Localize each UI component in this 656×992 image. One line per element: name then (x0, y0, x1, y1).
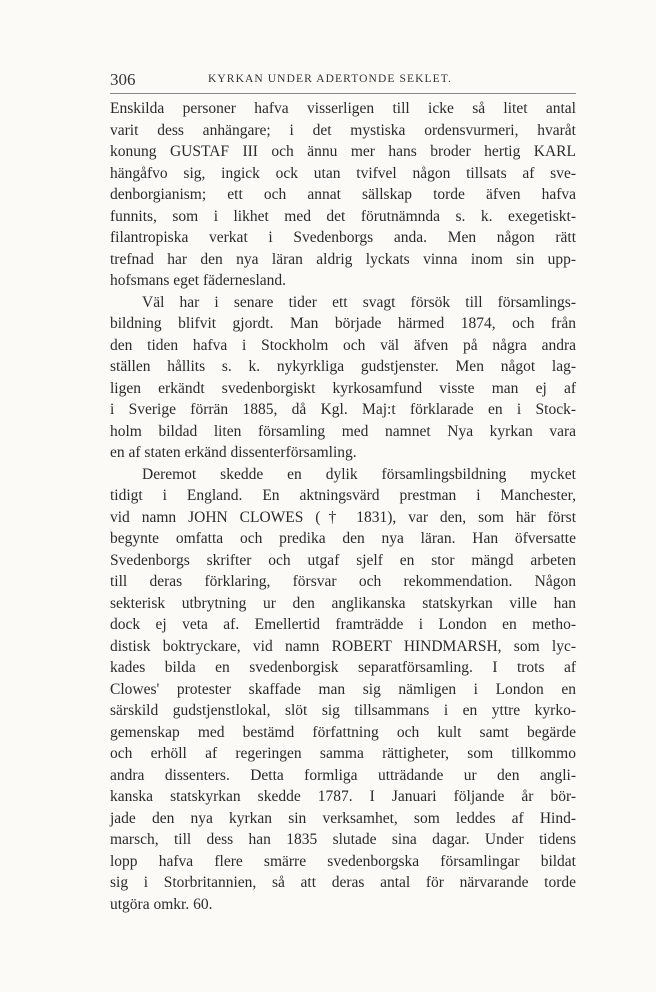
text-line: varit dess anhängare; i det mystiska ordensvurmeri, hvaråt (110, 121, 576, 139)
text-line: Enskilda personer hafva visserligen till icke så litet antal (110, 100, 576, 117)
text-line: kanska statskyrkan skedde 1787. I Januari följande år bör- (110, 788, 576, 805)
header-rule (110, 93, 576, 94)
running-head: KYRKAN UNDER ADERTONDE SEKLET. (208, 73, 452, 85)
text-line: trefnad har den nya läran aldrig lyckats vinna inom sin upp- (110, 250, 576, 268)
text-line: dock ej veta af. Emellertid framträdde i London en metho- (110, 616, 576, 633)
text-line: kades bilda en svedenborgisk separatförsamling. I trots af (110, 659, 576, 676)
body-text (110, 98, 576, 915)
text-line: i Sverige förrän 1885, då Kgl. Maj:t förklarade en i Stock- (110, 401, 576, 418)
text-line: vid namn JOHN CLOWES († 1831), var den, som här först (110, 508, 576, 526)
text-line: ligen erkändt svedenborgiskt kyrkosamfund visste man ej af (110, 379, 576, 397)
text-line: begynte omfatta och predika den nya läran. Han öfversatte (110, 530, 576, 547)
text-line: Clowes' protester skaffade man sig nämligen i London en (110, 680, 576, 698)
text-line: sig i Storbritannien, så att deras antal för närvarande torde (110, 874, 576, 891)
text-line: och erhöll af regeringen samma rättigheter, som tillkommo (110, 745, 576, 762)
text-line: en af staten erkänd dissenterförsamling. (110, 444, 357, 461)
page-header (110, 70, 576, 92)
text-line: Svedenborgs skrifter och utgaf sjelf en stor mängd arbeten (110, 551, 576, 569)
text-line: särskild gudstjenstlokal, slöt sig tillsammans i en yttre kyrko- (110, 702, 576, 719)
text-line: utgöra omkr. 60. (110, 895, 213, 913)
text-line: funnits, som i likhet med det förutnämnda s. k. exegetiskt- (110, 207, 576, 225)
text-line: andra dissenters. Detta formliga utträdande ur den angli- (110, 766, 576, 784)
text-line: bildning blifvit gjordt. Man började härmed 1874, och från (110, 315, 576, 332)
text-line: hofsmans eget fädernesland. (110, 272, 287, 289)
text-line: hängåfvo sig, ingick ock utan tvifvel någon tillsats af sve- (110, 164, 576, 182)
text-line: jade den nya kyrkan sin verksamhet, som leddes af Hind- (110, 809, 576, 827)
page-number: 306 (110, 70, 136, 89)
text-line: lopp hafva flere smärre svedenborgska församlingar bildat (110, 852, 576, 870)
text-line: holm bildad liten församling med namnet Nya kyrkan vara (110, 422, 576, 440)
text-line: till deras förklaring, försvar och rekommendation. Någon (110, 573, 576, 590)
text-line: distisk boktryckare, vid namn ROBERT HINDMARSH, som lyc- (110, 637, 576, 655)
text-line: filantropiska verkat i Svedenborgs anda. Men någon rätt (110, 229, 576, 246)
text-line: marsch, till dess han 1835 slutade sina dagar. Under tidens (110, 831, 576, 848)
text-line: Väl har i senare tider ett svagt försök till församlings- (142, 293, 576, 311)
text-line: den tiden hafva i Stockholm och väl äfven på några andra (110, 336, 576, 354)
text-line: Deremot skedde en dylik församlingsbildning mycket (142, 465, 576, 483)
text-line: denborgianism; ett och annat sällskap torde äfven hafva (110, 186, 576, 203)
text-line: gemenskap med bestämd författning och kult samt begärde (110, 723, 576, 741)
text-line: ställen hållits s. k. nykyrkliga gudstjenster. Men något lag- (110, 358, 576, 375)
text-line: sekterisk utbrytning ur den anglikanska statskyrkan ville han (110, 594, 576, 612)
text-line: konung GUSTAF III och ännu mer hans broder hertig KARL (110, 143, 576, 160)
text-line: tidigt i England. En aktningsvärd prestman i Manchester, (110, 487, 576, 504)
